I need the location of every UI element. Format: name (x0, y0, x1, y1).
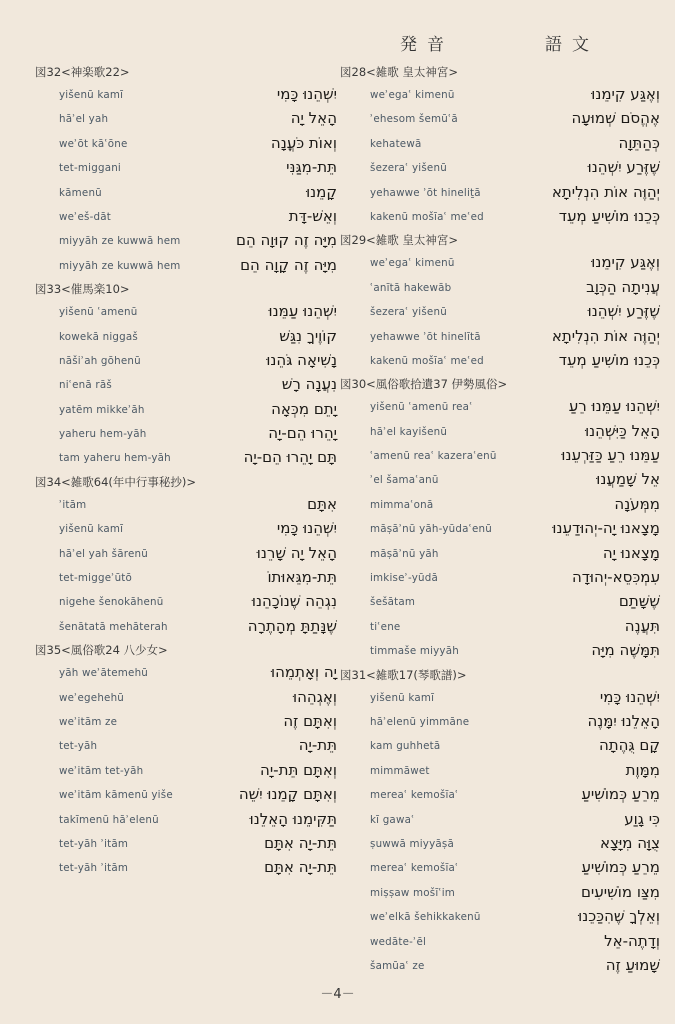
hebrew-text: תַּקִּימֵנוּ הָאֵלֵנוּ (249, 809, 337, 828)
hebrew-text: מִיָּה זֶה קוּוָה הֵם (235, 231, 337, 250)
verse-line (340, 518, 660, 542)
hebrew-text: וְאֶגְהֵהוּ (293, 687, 337, 706)
transliteration-text: tam yaheru hem-yāh (59, 452, 171, 465)
section-heading: 図29<雑歌 皇太神宮> (340, 233, 459, 248)
hebrew-text: יְהַוֶּה אוֹת הִנְלִיתָא (551, 326, 660, 345)
verse-line (340, 543, 660, 567)
transliteration-text: takīmenū hāʾelenū (59, 813, 159, 826)
hebrew-text: כְּהַתֵּוָה (618, 133, 660, 152)
hebrew-text: שֶׁזֶּרַע יִשְׁהֵנוּ (587, 302, 660, 321)
hebrew-text: וְאִתָּם קָמֵנוּ יִשֵׁה (238, 785, 337, 804)
verse-line (35, 616, 345, 640)
transliteration-text: kakenū mošīaʿ meʿed (370, 210, 484, 223)
verse-line (340, 445, 660, 469)
hebrew-text: קוֹוֶיךָ נִגַּשׁ (279, 326, 337, 345)
transliteration-text: hāʾelenū yimmāne (370, 715, 470, 728)
hebrew-text: אִתָּם (307, 494, 337, 513)
transliteration-text: miyyāh ze kuwwā hem (59, 259, 181, 272)
transliteration-text: nāšiʾah gōhenū (59, 354, 141, 367)
hebrew-text: יִשְׁהֵנוּ עַמֵּנוּ (268, 302, 337, 321)
verse-line (340, 252, 660, 276)
verse-line (35, 857, 345, 881)
hebrew-text: קָמֵנוּ (306, 182, 337, 201)
verse-line (340, 591, 660, 615)
hebrew-text: וְאוֹת כֹּעֳנָה (270, 133, 337, 152)
verse-line (35, 735, 345, 759)
transliteration-text: šenātatā mehāterah (59, 620, 168, 633)
verse-line (340, 108, 660, 132)
transliteration-text: yišenū kamī (59, 523, 124, 536)
verse-line (340, 735, 660, 759)
verse-line (35, 230, 345, 254)
verse-line (35, 423, 345, 447)
hebrew-text: מֵרֵעַ כְּמוֹשִׁיעַ (581, 858, 660, 877)
hebrew-text: מָצָאנוּ יָה (602, 543, 660, 562)
verse-line (340, 711, 660, 735)
verse-line (340, 833, 660, 857)
transliteration-text: hāʾel yah šārenū (59, 547, 148, 560)
verse-line (35, 833, 345, 857)
transliteration-text: yišenū ʿamenū reaʿ (370, 401, 473, 414)
hebrew-text: קָם גֻּהֶתָה (598, 736, 660, 755)
transliteration-text: yehawwe ʾōt hineliṯā (370, 186, 481, 199)
transliteration-text: hāʾel kayišenū (370, 425, 448, 438)
transliteration-text: ʿanītā hakewāb (370, 281, 452, 294)
transliteration-text: weʾegaʿ kimenū (370, 89, 455, 101)
verse-line (35, 255, 345, 279)
verse-line (340, 955, 660, 979)
verse-line (340, 687, 660, 711)
hebrew-text: כִּי גָוַע (624, 809, 660, 828)
hebrew-text: נִגְהֵה שֶׁנוֹכָהֵנוּ (251, 592, 337, 611)
hebrew-text: הָאֵל כַּיִּשְׁהֵנוּ (585, 421, 660, 440)
page-number: －4－ (320, 987, 355, 1002)
hebrew-text: מֵרֵעַ כְּמוֹשִׁיעַ (581, 785, 660, 804)
verse-line (340, 326, 660, 350)
verse-line (340, 760, 660, 784)
hebrew-text: וְאֶגַּע קִימֵנוּ (591, 253, 660, 272)
hebrew-text: וְאִתָּם זֶה (283, 711, 337, 730)
verse-line (340, 882, 660, 906)
verse-line (35, 133, 345, 157)
hebrew-text: וְאֶגַּע קִימֵנוּ (591, 85, 660, 103)
hebrew-text: מִמָּוֶת (625, 760, 660, 779)
hebrew-text: מִיָּה זֶה קָוָה הֵם (240, 255, 337, 274)
hebrew-text: אֶהֱסֹם שְׁמוּעָה (571, 109, 660, 128)
hebrew-text: מִצַּו מוֹשִׁיעִים (580, 882, 660, 901)
hebrew-text: נִעֲנָה רָשׁ (281, 375, 337, 394)
hebrew-text: צֻוָּה מִיָּצָא (599, 833, 660, 852)
hebrew-text: אֵל שָׁמַעֲנוּ (596, 470, 660, 489)
verse-line (35, 84, 345, 108)
transliteration-text: māṣāʾnū yāh-yūdaʿenū (370, 523, 492, 536)
transliteration-text: niʿenā rāš (59, 379, 112, 392)
transliteration-text: kī gawaʿ (370, 813, 415, 826)
section-heading: 図30<風俗歌拾遺37 伊勢風俗> (340, 377, 508, 392)
verse-line (340, 784, 660, 808)
hebrew-text: הָאֵל יָה שָׁרֵנוּ (256, 543, 337, 562)
hebrew-text: יִשְׁהֵנוּ כָּמִי (599, 687, 660, 706)
hebrew-text: עַמֵּנוּ רֵעַ כַּזַּרְעֵנוּ (561, 446, 660, 465)
hebrew-text: וְאֵלְךָ שֶׁהִכַּכֵנוּ (578, 907, 660, 926)
transliteration-text: weʾitām tet-yāh (59, 764, 144, 777)
hebrew-text: עִמְכִּסֵא-יְהוּדָה (571, 568, 660, 587)
transliteration-text: māṣāʾnū yāh (370, 547, 439, 560)
transliteration-text: mereaʿ kemošīaʿ (370, 789, 459, 802)
hebrew-text: הָאֵלֵנוּ יִמָּנֶה (587, 711, 660, 730)
hebrew-text: תֵּת-מִגֵּאוּתוֹ (267, 568, 337, 587)
hebrew-text: תִּמָּשֶׁה מִיָּה (591, 641, 660, 660)
verse-line (35, 760, 345, 784)
verse-line (340, 84, 660, 108)
verse-line (35, 543, 345, 567)
transliteration-text: yišenū kamī (59, 89, 124, 101)
transliteration-text: weʾegaʿ kimenū (370, 257, 455, 270)
section-heading: 図33<催馬楽10> (35, 282, 130, 297)
verse-line (35, 591, 345, 615)
verse-line (340, 809, 660, 833)
verse-line (340, 469, 660, 493)
hebrew-text: יָה וְאָתְמֵהוּ (271, 663, 337, 682)
verse-line (340, 206, 660, 230)
section-heading: 図34<雑歌64(年中行事秘抄)> (35, 474, 197, 489)
hebrew-text: וְאֵשׁ-דָּת (288, 206, 337, 225)
section-heading: 図35<風俗歌24 八少女> (35, 643, 168, 658)
transliteration-text: tet-miggeʾūtō (59, 572, 133, 585)
verse-line (340, 133, 660, 157)
verse-line (340, 350, 660, 374)
transliteration-text: imkiseʾ-yūdā (370, 572, 438, 585)
hebrew-text: הָאֵל יָה (290, 109, 337, 128)
transliteration-text: ʾehesom šemūʿā (370, 113, 458, 126)
hebrew-text: יָתֵם מִכְּאָה (271, 399, 337, 418)
transliteration-text: tet-miggani (59, 162, 121, 175)
transliteration-text: kakenū mošīaʿ meʿed (370, 354, 484, 367)
hebrew-text: תֵּת-מִגַּנִּי (286, 158, 337, 177)
hebrew-text: יִשְׁהֵנוּ כָּמִי (276, 85, 337, 103)
transliteration-text: weʾitām ze (59, 715, 118, 728)
verse-line (35, 399, 345, 423)
verse-line (35, 687, 345, 711)
transliteration-text: kowekā niggaš (59, 330, 138, 343)
section-heading: 図31<雑歌17(琴歌譜)> (340, 667, 467, 682)
hebrew-text: וְדָתֶה-אֵל (604, 931, 660, 950)
transliteration-text: yišenū kamī (370, 691, 435, 704)
verse-line (340, 567, 660, 591)
transliteration-text: ʿamenū reaʿ kazeraʿenū (370, 450, 497, 463)
verse-line (340, 396, 660, 420)
transliteration-text: wedāte-ʾēl (370, 935, 427, 948)
hebrew-text: יָהֵרוּ הֵם-יָה (268, 424, 337, 443)
verse-line (340, 182, 660, 206)
hebrew-text: יְהַוֶּה אוֹת הִנְלִיתָא (551, 182, 660, 201)
hebrew-text: תֵּת-יָה אִתָּם (264, 858, 337, 877)
transliteration-text: hāʾel yah (59, 113, 109, 126)
hebrew-text: מָצָאנוּ יָה-יְהוּדַעֵנוּ (552, 519, 660, 538)
hebrew-text: תֵּת-יָה (298, 736, 337, 755)
section-heading: 図32<神楽歌22> (35, 65, 130, 79)
hebrew-text: שָׁמוּעַ זֶה (605, 955, 660, 974)
transliteration-text: šezeraʿ yišenū (370, 306, 447, 319)
transliteration-text: miyyāh ze kuwwā hem (59, 235, 181, 248)
transliteration-text: weʾitām kāmenū yiše (59, 789, 173, 802)
transliteration-text: mereaʿ kemošīaʿ (370, 862, 459, 875)
transliteration-text: mimmaʿonā (370, 498, 434, 511)
verse-line (35, 784, 345, 808)
transliteration-text: ʾel šamaʿanū (370, 474, 439, 487)
verse-line (35, 108, 345, 132)
transliteration-text: weʾeš-dāt (59, 210, 112, 223)
transliteration-text: yatēm mikkeʾāh (59, 403, 145, 416)
transliteration-text: šezeraʿ yišenū (370, 162, 447, 175)
transliteration-text: tet-yāh ʾitām (59, 862, 129, 875)
verse-line (35, 326, 345, 350)
verse-line (340, 931, 660, 955)
transliteration-text: tiʿene (370, 620, 401, 633)
verse-line (35, 301, 345, 325)
transliteration-text: weʾōt kāʿōne (59, 137, 128, 150)
hebrew-text: נָשִׁיאָה גֹּהֵנוּ (266, 350, 337, 369)
verse-line (35, 350, 345, 374)
verse-line (35, 662, 345, 686)
verse-line (340, 421, 660, 445)
verse-line (35, 182, 345, 206)
transliteration-text: tet-yāh ʾitām (59, 837, 129, 850)
transliteration-text: yaheru hem-yāh (59, 428, 147, 441)
section-heading: 図28<雑歌 皇太神宮> (340, 65, 459, 79)
transliteration-text: kehatewā (370, 137, 422, 150)
hebrew-text: שֶׁנָּתַתָּ מְהָתֶרָה (247, 616, 337, 635)
hebrew-text: עֲנִיתָה הַכְּוָב (586, 277, 660, 296)
verse-line (35, 567, 345, 591)
verse-line (340, 906, 660, 930)
verse-line (35, 494, 345, 518)
transliteration-text: ṣuwwā miyyāṣā (370, 837, 454, 850)
hebrew-text: יִשְׁהֵנוּ כָּמִי (276, 519, 337, 538)
verse-line (340, 157, 660, 181)
transliteration-text: tet-yāh (59, 740, 98, 753)
verse-line (35, 206, 345, 230)
verse-line (35, 711, 345, 735)
transliteration-text: timmaše miyyāh (370, 645, 459, 658)
transliteration-text: yišenū ʿamenū (59, 306, 138, 319)
transliteration-text: weʾelkā šehikkakenū (370, 911, 481, 924)
hebrew-text: כְּכֵנוּ מוֹשִׁיעַ מְעֵד (558, 206, 660, 225)
verse-line (340, 277, 660, 301)
transliteration-text: nigehe šenokāhenū (59, 596, 164, 609)
hebrew-text: מִמְּעֹנָה (614, 494, 660, 513)
transliteration-text: šešātam (370, 596, 416, 609)
hebrew-text: שֶׁשָּׁתַם (618, 592, 660, 611)
transliteration-text: weʾegehehū (59, 691, 125, 704)
verse-line (35, 518, 345, 542)
transliteration-text: yāh weʾātemehū (59, 667, 149, 680)
transliteration-text: ʾitām (59, 498, 87, 511)
header-language-label: 語文 (545, 35, 599, 55)
hebrew-text: יִשְׁהֵנוּ עַמֵּנוּ רֵעַ (568, 397, 660, 416)
transliteration-text: miṣṣaw mošīʿim (370, 886, 456, 899)
transliteration-text: kam guhhetā (370, 740, 441, 753)
transliteration-text: yehawwe ʾōt hinelītā (370, 330, 481, 343)
verse-line (340, 616, 660, 640)
hebrew-text: תֵּת-יָה אִתָּם (264, 833, 337, 852)
left-column (35, 62, 345, 882)
hebrew-text: שֶׁזֶּרַע יִשְׁהֵנוּ (587, 158, 660, 177)
hebrew-text: כְּכֵנוּ מוֹשִׁיעַ מְעֵד (558, 350, 660, 369)
verse-line (35, 447, 345, 471)
hebrew-text: וְאִתָּם תֵּת-יָה (260, 760, 337, 779)
hebrew-text: תִּעֲנֶה (624, 616, 660, 635)
transliteration-text: šamūaʿ ze (370, 959, 425, 972)
verse-line (340, 494, 660, 518)
right-column (340, 62, 660, 979)
verse-line (35, 157, 345, 181)
transliteration-text: mimmāwet (370, 764, 430, 777)
transliteration-text: kāmenū (59, 186, 102, 199)
verse-line (340, 857, 660, 881)
verse-line (35, 374, 345, 398)
verse-line (340, 640, 660, 664)
verse-line (35, 809, 345, 833)
header-pronunciation-label: 発音 (400, 35, 454, 55)
hebrew-text: תָּם יָהֵרוּ הֵם-יָה (243, 448, 337, 467)
verse-line (340, 301, 660, 325)
